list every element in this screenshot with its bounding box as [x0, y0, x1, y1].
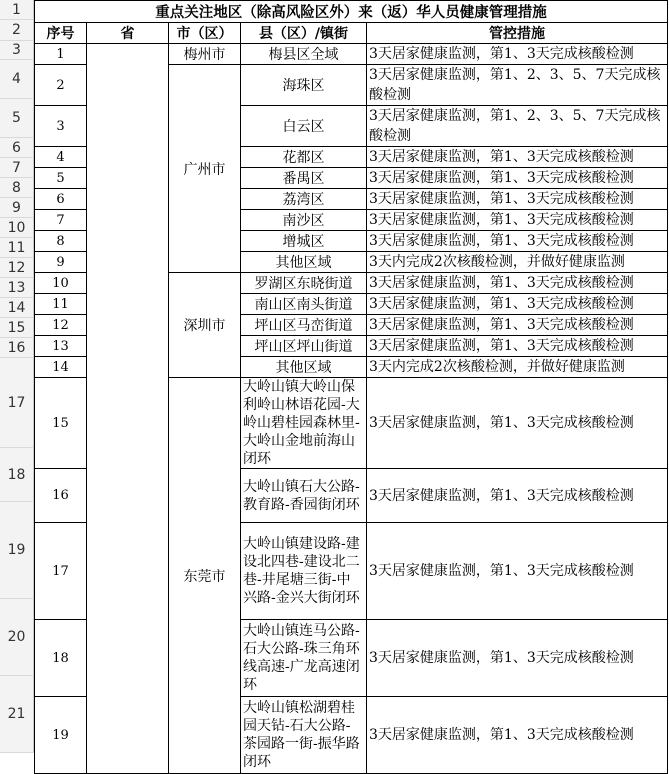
measure-cell[interactable]: 3天居家健康监测，第1、3天完成核酸检测	[367, 336, 668, 357]
row-header-18[interactable]: 18	[0, 448, 34, 502]
row-header-4[interactable]: 4	[0, 60, 34, 99]
row-header-16[interactable]: 16	[0, 338, 34, 358]
county-cell[interactable]: 大岭山镇松湖碧桂园天钻-石大公路-茶园路一街-振华路闭环	[241, 697, 367, 774]
seq-cell[interactable]: 14	[35, 357, 87, 378]
header-city[interactable]: 市（区）	[169, 23, 241, 44]
seq-cell[interactable]: 12	[35, 315, 87, 336]
county-cell[interactable]: 坪山区马峦街道	[241, 315, 367, 336]
seq-cell[interactable]: 19	[35, 697, 87, 774]
row-header-19[interactable]: 19	[0, 502, 34, 599]
header-county[interactable]: 县（区）/镇街	[241, 23, 367, 44]
county-cell[interactable]: 南沙区	[241, 210, 367, 231]
row-header-2[interactable]: 2	[0, 20, 34, 41]
row-header-13[interactable]: 13	[0, 278, 34, 298]
seq-cell[interactable]: 9	[35, 252, 87, 273]
row-header-5[interactable]: 5	[0, 99, 34, 138]
seq-cell[interactable]: 5	[35, 168, 87, 189]
city-cell-guangzhou[interactable]: 广州市	[169, 65, 241, 273]
measure-cell[interactable]: 3天内完成2次核酸检测，并做好健康监测	[367, 357, 668, 378]
row-header-10[interactable]: 10	[0, 218, 34, 238]
county-cell[interactable]: 其他区域	[241, 252, 367, 273]
measure-cell[interactable]: 3天居家健康监测，第1、3天完成核酸检测	[367, 469, 668, 523]
seq-cell[interactable]: 2	[35, 65, 87, 106]
data-table	[34, 0, 668, 774]
row-header-6[interactable]: 6	[0, 138, 34, 158]
measure-cell[interactable]: 3天居家健康监测，第1、3天完成核酸检测	[367, 273, 668, 294]
county-cell[interactable]: 南山区南头街道	[241, 294, 367, 315]
seq-cell[interactable]: 17	[35, 523, 87, 620]
county-cell[interactable]: 其他区域	[241, 357, 367, 378]
county-cell[interactable]: 增城区	[241, 231, 367, 252]
seq-cell[interactable]: 11	[35, 294, 87, 315]
measure-cell[interactable]: 3天居家健康监测，第1、3天完成核酸检测	[367, 697, 668, 774]
measure-cell[interactable]: 3天居家健康监测，第1、3天完成核酸检测	[367, 231, 668, 252]
sheet-title[interactable]: 重点关注地区（除高风险区外）来（返）华人员健康管理措施	[35, 1, 668, 23]
seq-cell[interactable]: 13	[35, 336, 87, 357]
seq-cell[interactable]: 3	[35, 106, 87, 147]
measure-cell[interactable]: 3天居家健康监测，第1、3天完成核酸检测	[367, 189, 668, 210]
measure-cell[interactable]: 3天居家健康监测，第1、2、3、5、7天完成核酸检测	[367, 65, 668, 106]
row-header-3[interactable]: 3	[0, 41, 34, 60]
seq-cell[interactable]: 15	[35, 378, 87, 469]
county-cell[interactable]: 花都区	[241, 147, 367, 168]
city-cell-dongguan[interactable]: 东莞市	[169, 378, 241, 774]
county-cell[interactable]: 大岭山镇石大公路-教育路-香园街闭环	[241, 469, 367, 523]
row-header-14[interactable]: 14	[0, 298, 34, 318]
seq-cell[interactable]: 16	[35, 469, 87, 523]
county-cell[interactable]: 荔湾区	[241, 189, 367, 210]
seq-cell[interactable]: 6	[35, 189, 87, 210]
seq-cell[interactable]: 7	[35, 210, 87, 231]
row-header-1[interactable]: 1	[0, 0, 34, 20]
row-header-21[interactable]: 21	[0, 676, 34, 753]
header-province[interactable]: 省	[87, 23, 169, 44]
measure-cell[interactable]: 3天居家健康监测，第1、3天完成核酸检测	[367, 620, 668, 697]
county-cell[interactable]: 罗湖区东晓街道	[241, 273, 367, 294]
row-header-15[interactable]: 15	[0, 318, 34, 338]
county-cell[interactable]: 白云区	[241, 106, 367, 147]
city-cell-shenzhen[interactable]: 深圳市	[169, 273, 241, 378]
seq-cell[interactable]: 10	[35, 273, 87, 294]
county-cell[interactable]: 番禺区	[241, 168, 367, 189]
seq-cell[interactable]: 1	[35, 44, 87, 65]
measure-cell[interactable]: 3天居家健康监测，第1、3天完成核酸检测	[367, 44, 668, 65]
seq-cell[interactable]: 18	[35, 620, 87, 697]
measure-cell[interactable]: 3天内完成2次核酸检测，并做好健康监测	[367, 252, 668, 273]
measure-cell[interactable]: 3天居家健康监测，第1、3天完成核酸检测	[367, 378, 668, 469]
row-header-9[interactable]: 9	[0, 198, 34, 218]
measure-cell[interactable]: 3天居家健康监测，第1、3天完成核酸检测	[367, 523, 668, 620]
header-seq[interactable]: 序号	[35, 23, 87, 44]
county-cell[interactable]: 坪山区坪山街道	[241, 336, 367, 357]
measure-cell[interactable]: 3天居家健康监测，第1、3天完成核酸检测	[367, 315, 668, 336]
row-header-20[interactable]: 20	[0, 599, 34, 676]
row-header-12[interactable]: 12	[0, 258, 34, 278]
seq-cell[interactable]: 4	[35, 147, 87, 168]
measure-cell[interactable]: 3天居家健康监测，第1、3天完成核酸检测	[367, 147, 668, 168]
measure-cell[interactable]: 3天居家健康监测，第1、3天完成核酸检测	[367, 210, 668, 231]
county-cell[interactable]: 大岭山镇大岭山保利岭山林语花园-大岭山碧桂园森林里-大岭山金地前海山闭环	[241, 378, 367, 469]
county-cell[interactable]: 大岭山镇连马公路-石大公路-珠三角环线高速-广龙高速闭环	[241, 620, 367, 697]
county-cell[interactable]: 海珠区	[241, 65, 367, 106]
row-header-8[interactable]: 8	[0, 178, 34, 198]
city-cell-meizhou[interactable]: 梅州市	[169, 44, 241, 65]
measure-cell[interactable]: 3天居家健康监测，第1、3天完成核酸检测	[367, 168, 668, 189]
row-header-7[interactable]: 7	[0, 158, 34, 178]
measure-cell[interactable]: 3天居家健康监测，第1、3天完成核酸检测	[367, 294, 668, 315]
row-header-11[interactable]: 11	[0, 238, 34, 258]
seq-cell[interactable]: 8	[35, 231, 87, 252]
header-measures[interactable]: 管控措施	[367, 23, 668, 44]
province-cell[interactable]	[87, 44, 169, 774]
measure-cell[interactable]: 3天居家健康监测，第1、2、3、5、7天完成核酸检测	[367, 106, 668, 147]
county-cell[interactable]: 大岭山镇建设路-建设北四巷-建设北二巷-井尾塘三街-中兴路-金兴大街闭环	[241, 523, 367, 620]
row-header-17[interactable]: 17	[0, 358, 34, 448]
county-cell[interactable]: 梅县区全域	[241, 44, 367, 65]
